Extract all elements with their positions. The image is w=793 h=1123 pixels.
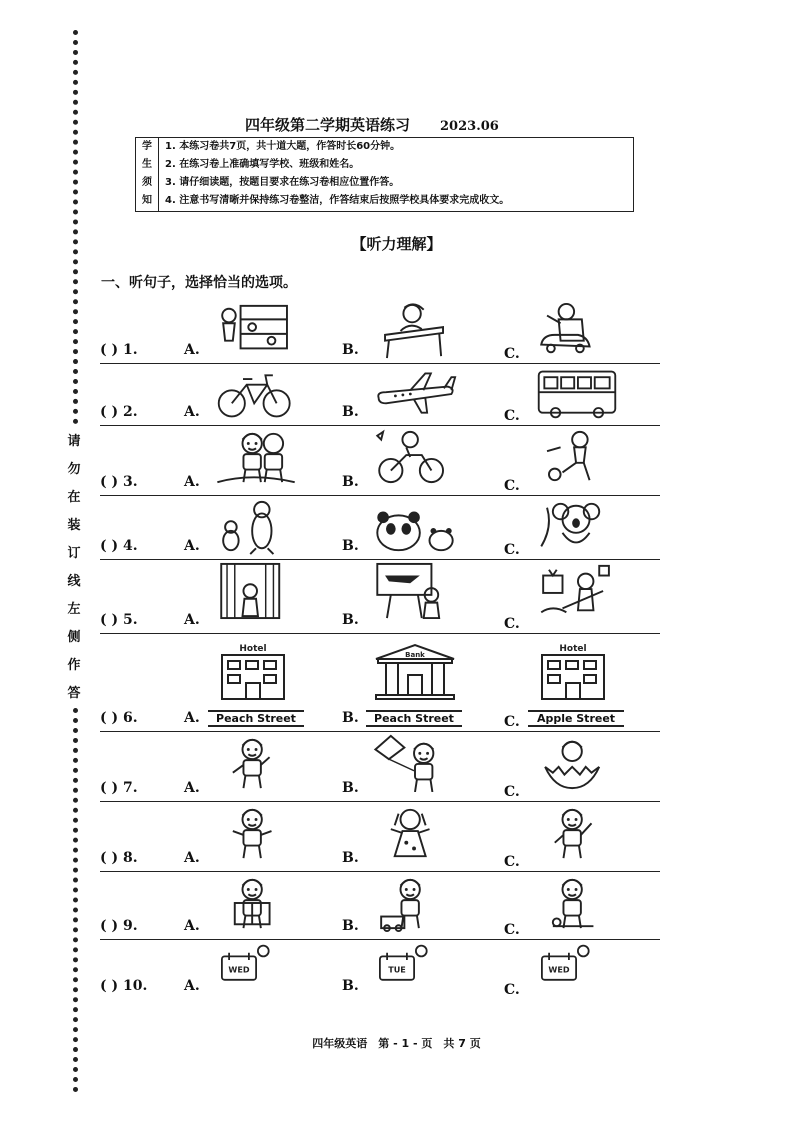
question-row bbox=[100, 732, 660, 802]
kid-kick-icon bbox=[532, 428, 622, 490]
question-row bbox=[100, 496, 660, 560]
exam-date: 2023.06 bbox=[440, 119, 499, 134]
question-number[interactable]: ( ) 4. bbox=[100, 538, 138, 554]
option-label[interactable]: A. bbox=[184, 780, 200, 796]
option-label[interactable]: C. bbox=[504, 346, 520, 362]
option-label[interactable]: B. bbox=[342, 612, 359, 628]
beavers-icon bbox=[212, 498, 302, 560]
street-name-label: Peach Street bbox=[208, 710, 304, 727]
section-title: 【听力理解】 bbox=[351, 235, 442, 253]
boy-book-icon bbox=[212, 874, 302, 936]
kid-bike-icon bbox=[370, 428, 460, 490]
question-number[interactable]: ( ) 6. bbox=[100, 710, 138, 726]
airplane-icon bbox=[370, 366, 460, 426]
option-label[interactable]: C. bbox=[504, 982, 520, 998]
part-title: 一、听句子，选择恰当的选项。 bbox=[101, 275, 297, 291]
street-name-label: Peach Street bbox=[366, 710, 462, 727]
question-row bbox=[100, 940, 660, 1000]
option-label[interactable]: A. bbox=[184, 612, 200, 628]
option-label[interactable]: B. bbox=[342, 474, 359, 490]
bicycle-icon bbox=[212, 366, 302, 426]
girl-dress-icon bbox=[370, 804, 460, 866]
shelf-kid-icon bbox=[212, 302, 302, 364]
mechanic-car-icon bbox=[532, 302, 622, 364]
binding-char: 装 bbox=[67, 518, 81, 533]
title-text: 四年级第二学期英语练习 bbox=[245, 116, 411, 134]
question-number[interactable]: ( ) 10. bbox=[100, 978, 148, 994]
binding-char: 答 bbox=[67, 686, 81, 701]
question-row bbox=[100, 634, 660, 732]
option-label[interactable]: A. bbox=[184, 474, 200, 490]
option-label[interactable]: C. bbox=[504, 542, 520, 558]
option-label[interactable]: A. bbox=[184, 538, 200, 554]
option-label[interactable]: C. bbox=[504, 922, 520, 938]
calendar-day-label: WED bbox=[548, 964, 570, 975]
building-sign-label: Hotel bbox=[559, 644, 587, 654]
boy-stand-icon bbox=[212, 804, 302, 866]
stage-girl-icon bbox=[212, 562, 302, 624]
option-label[interactable]: A. bbox=[184, 342, 200, 358]
option-label[interactable]: B. bbox=[342, 404, 359, 420]
page-footer: 四年级英语 第 - 1 - 页 共 7 页 bbox=[312, 1037, 481, 1050]
question-row bbox=[100, 426, 660, 496]
building-sign-label: Bank bbox=[405, 651, 425, 659]
hotel-icon bbox=[532, 636, 622, 727]
hotel-icon bbox=[212, 636, 302, 727]
notice-list bbox=[159, 138, 633, 211]
boy-kite-icon bbox=[370, 734, 460, 796]
option-label[interactable]: B. bbox=[342, 850, 359, 866]
boy-wave-icon bbox=[532, 804, 622, 866]
question-number[interactable]: ( ) 8. bbox=[100, 850, 138, 866]
question-number[interactable]: ( ) 2. bbox=[100, 404, 138, 420]
binding-char: 线 bbox=[67, 574, 81, 589]
option-label[interactable]: C. bbox=[504, 854, 520, 870]
option-label[interactable]: B. bbox=[342, 710, 359, 726]
boy-play-icon bbox=[532, 874, 622, 936]
notice-label-char: 知 bbox=[142, 195, 152, 206]
boy-run-icon bbox=[212, 734, 302, 796]
option-label[interactable]: C. bbox=[504, 616, 520, 632]
calendar-day-label: TUE bbox=[388, 964, 406, 975]
option-label[interactable]: A. bbox=[184, 918, 200, 934]
binding-notice bbox=[62, 428, 86, 708]
option-label[interactable]: B. bbox=[342, 780, 359, 796]
student-notice-box bbox=[135, 137, 634, 212]
calendar-icon bbox=[532, 942, 622, 1000]
notice-label bbox=[136, 138, 159, 211]
painting-girl-icon bbox=[532, 562, 622, 624]
binding-char: 作 bbox=[67, 658, 81, 673]
page-title bbox=[245, 114, 499, 135]
question-number[interactable]: ( ) 3. bbox=[100, 474, 138, 490]
option-label[interactable]: B. bbox=[342, 538, 359, 554]
binding-char: 请 bbox=[67, 434, 81, 449]
option-label[interactable]: A. bbox=[184, 710, 200, 726]
binding-char: 勿 bbox=[67, 462, 81, 477]
question-number[interactable]: ( ) 9. bbox=[100, 918, 138, 934]
notice-label-char: 须 bbox=[142, 177, 152, 188]
kids-snow-icon bbox=[212, 428, 302, 490]
bus-icon bbox=[532, 366, 622, 426]
reading-kid-icon bbox=[370, 302, 460, 364]
binding-char: 侧 bbox=[67, 630, 81, 645]
option-label[interactable]: B. bbox=[342, 342, 359, 358]
notice-label-char: 学 bbox=[142, 141, 152, 152]
question-row bbox=[100, 560, 660, 634]
question-number[interactable]: ( ) 7. bbox=[100, 780, 138, 796]
question-number[interactable]: ( ) 1. bbox=[100, 342, 138, 358]
binding-char: 订 bbox=[67, 546, 81, 561]
notice-label-char: 生 bbox=[142, 159, 152, 170]
option-label[interactable]: A. bbox=[184, 850, 200, 866]
notice-item: 2. 在练习卷上准确填写学校、班级和姓名。 bbox=[165, 159, 360, 170]
bank-icon bbox=[370, 636, 460, 727]
binding-char: 在 bbox=[67, 490, 81, 505]
calendar-day-label: WED bbox=[228, 964, 250, 975]
question-row bbox=[100, 802, 660, 872]
option-label[interactable]: C. bbox=[504, 408, 520, 424]
notice-item: 3. 请仔细读题，按题目要求在练习卷相应位置作答。 bbox=[165, 177, 400, 188]
street-name-label: Apple Street bbox=[528, 710, 624, 727]
calendar-icon bbox=[370, 942, 460, 1000]
question-row bbox=[100, 872, 660, 940]
koala-icon bbox=[532, 498, 622, 560]
boy-swim-icon bbox=[532, 734, 622, 796]
building-sign-label: Hotel bbox=[239, 644, 267, 654]
pandas-icon bbox=[370, 498, 460, 560]
notice-item: 4. 注意书写清晰并保持练习卷整洁，作答结束后按照学校具体要求完成收文。 bbox=[165, 195, 510, 206]
option-label[interactable]: C. bbox=[504, 714, 520, 730]
question-row bbox=[100, 364, 660, 426]
option-label[interactable]: C. bbox=[504, 784, 520, 800]
option-label[interactable]: A. bbox=[184, 978, 200, 994]
option-label[interactable]: B. bbox=[342, 918, 359, 934]
calendar-icon bbox=[212, 942, 302, 1000]
boy-toy-icon bbox=[370, 874, 460, 936]
board-girl-icon bbox=[370, 562, 460, 624]
option-label[interactable]: C. bbox=[504, 478, 520, 494]
option-label[interactable]: A. bbox=[184, 404, 200, 420]
notice-item: 1. 本练习卷共7页，共十道大题，作答时长60分钟。 bbox=[165, 141, 401, 152]
option-label[interactable]: B. bbox=[342, 978, 359, 994]
question-row bbox=[100, 300, 660, 364]
binding-char: 左 bbox=[67, 602, 81, 617]
question-number[interactable]: ( ) 5. bbox=[100, 612, 138, 628]
